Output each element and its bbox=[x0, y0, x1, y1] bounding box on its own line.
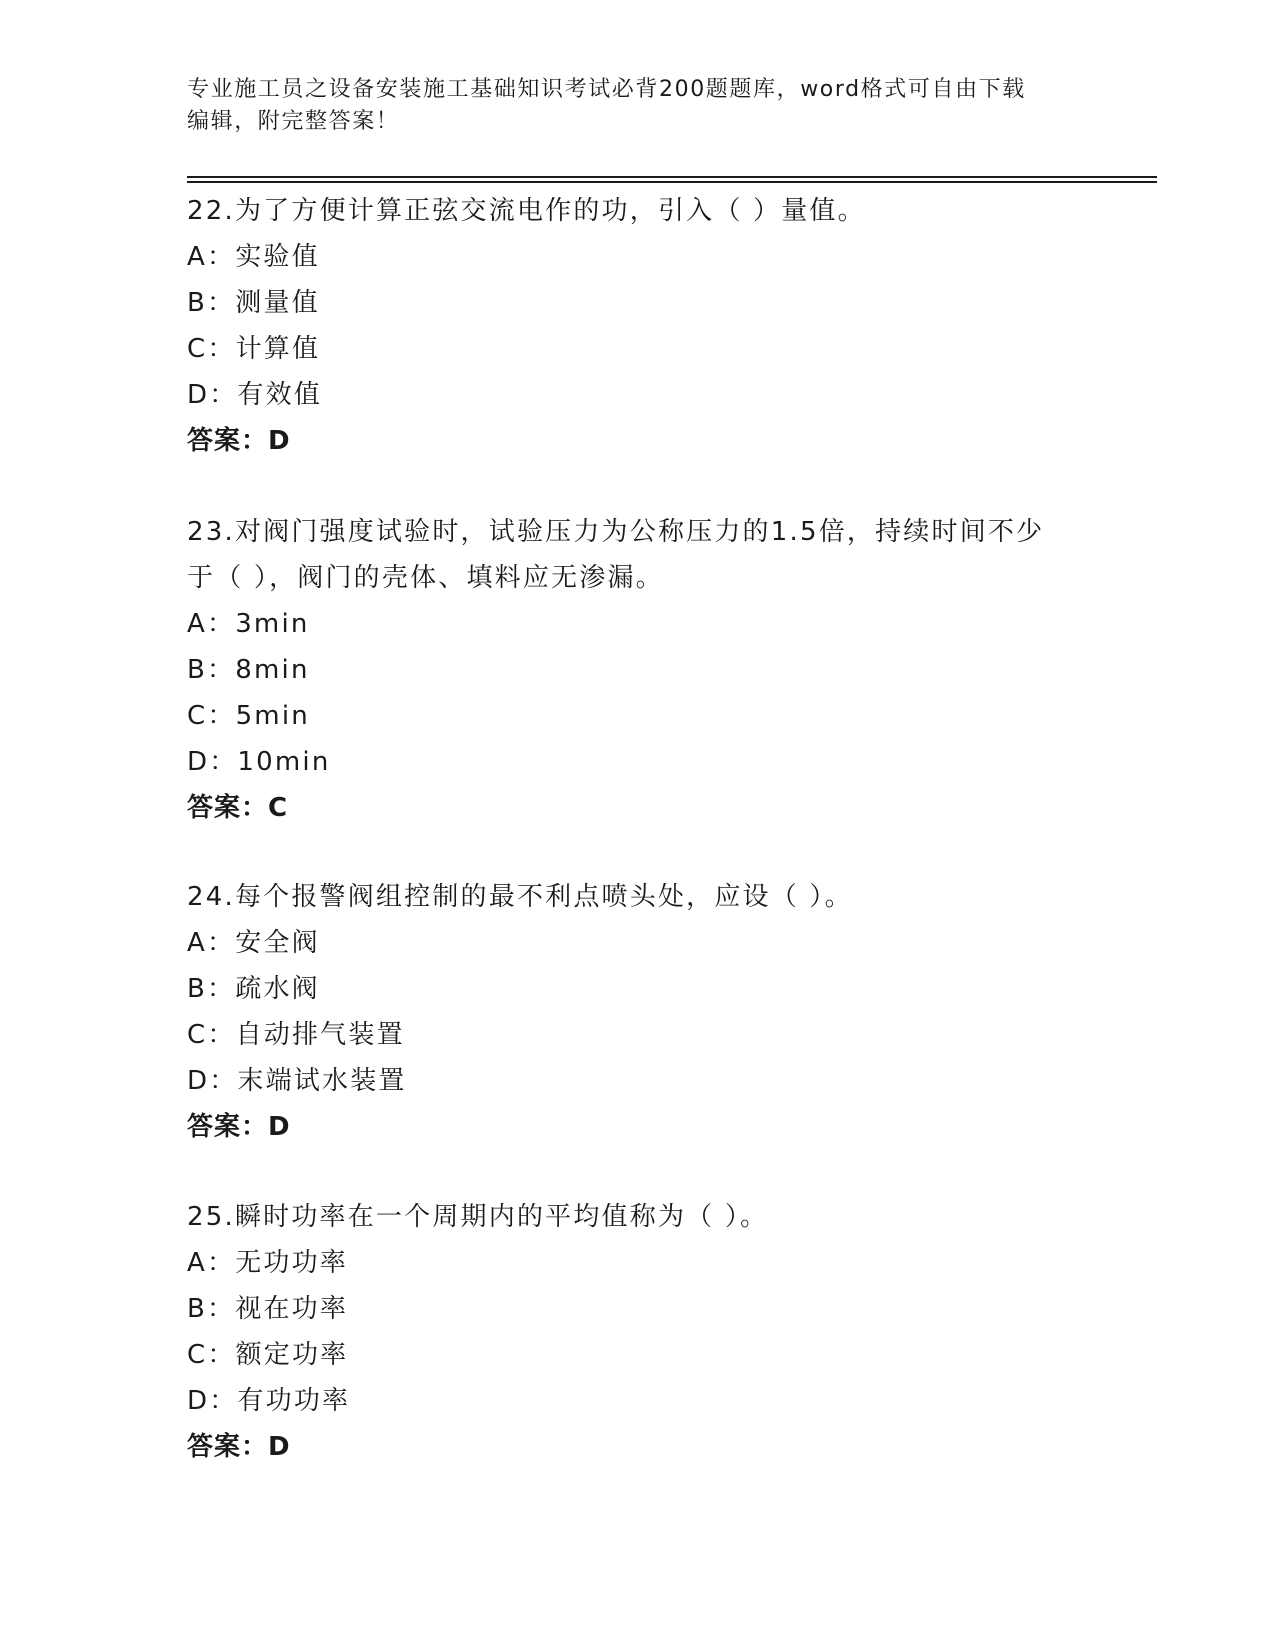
question-block bbox=[187, 509, 1087, 831]
option-a bbox=[187, 234, 1087, 280]
option-d bbox=[187, 1058, 1087, 1104]
option-c bbox=[187, 1332, 1087, 1378]
option-key: C： bbox=[187, 1340, 236, 1370]
option-key: D： bbox=[187, 1066, 238, 1096]
option-text: 疏水阀 bbox=[235, 974, 320, 1004]
option-text: 有功功率 bbox=[237, 1386, 351, 1416]
question-stem bbox=[187, 1194, 1087, 1240]
option-c bbox=[187, 693, 1087, 739]
option-b bbox=[187, 1286, 1087, 1332]
header-divider-top bbox=[187, 176, 1157, 178]
option-key: D： bbox=[187, 1386, 238, 1416]
answer-label: 答案： bbox=[187, 1432, 269, 1462]
question-text-line: 对阀门强度试验时，试验压力为公称压力的1.5倍，持续时间不少 bbox=[234, 517, 1045, 547]
option-key: C： bbox=[187, 334, 236, 364]
question-stem-continued bbox=[187, 555, 1087, 601]
option-text: 视在功率 bbox=[235, 1294, 349, 1324]
option-text: 计算值 bbox=[235, 334, 321, 364]
option-text: 无功功率 bbox=[235, 1248, 348, 1278]
option-text: 末端试水装置 bbox=[237, 1066, 407, 1096]
option-key: D： bbox=[187, 747, 238, 777]
option-text: 实验值 bbox=[235, 242, 320, 272]
option-text: 额定功率 bbox=[235, 1340, 349, 1370]
option-key: A： bbox=[187, 1248, 236, 1278]
option-text: 8min bbox=[235, 655, 310, 685]
option-text: 5min bbox=[235, 701, 310, 731]
option-text: 测量值 bbox=[235, 288, 320, 318]
question-number: 22. bbox=[187, 196, 235, 226]
option-key: A： bbox=[187, 928, 236, 958]
question-block bbox=[187, 188, 1087, 464]
option-a bbox=[187, 601, 1087, 647]
option-d bbox=[187, 1378, 1087, 1424]
question-text-line: 每个报警阀组控制的最不利点喷头处，应设（ ）。 bbox=[234, 882, 853, 912]
question-block bbox=[187, 1194, 1087, 1470]
option-key: B： bbox=[187, 655, 236, 685]
answer-line bbox=[187, 418, 1087, 464]
question-text-line: 于（ ），阀门的壳体、填料应无渗漏。 bbox=[187, 563, 664, 593]
answer-value: D bbox=[268, 1432, 291, 1462]
question-text-line: 瞬时功率在一个周期内的平均值称为（ ）。 bbox=[234, 1202, 769, 1232]
answer-value: D bbox=[268, 426, 291, 456]
option-b bbox=[187, 647, 1087, 693]
question-number: 23. bbox=[187, 517, 235, 547]
option-c bbox=[187, 1012, 1087, 1058]
question-block bbox=[187, 874, 1087, 1150]
option-key: C： bbox=[187, 701, 236, 731]
option-text: 自动排气装置 bbox=[235, 1020, 405, 1050]
question-stem bbox=[187, 874, 1087, 920]
option-text: 3min bbox=[235, 609, 310, 639]
option-key: A： bbox=[187, 609, 236, 639]
document-header bbox=[187, 74, 1087, 138]
option-d bbox=[187, 372, 1087, 418]
answer-value: D bbox=[268, 1112, 291, 1142]
option-key: B： bbox=[187, 288, 236, 318]
question-number: 25. bbox=[187, 1202, 235, 1232]
option-b bbox=[187, 280, 1087, 326]
option-text: 安全阀 bbox=[235, 928, 320, 958]
question-stem bbox=[187, 188, 1087, 234]
question-number: 24. bbox=[187, 882, 235, 912]
option-key: B： bbox=[187, 974, 236, 1004]
answer-line bbox=[187, 1424, 1087, 1470]
option-key: B： bbox=[187, 1294, 236, 1324]
question-stem bbox=[187, 509, 1087, 555]
option-a bbox=[187, 920, 1087, 966]
option-key: C： bbox=[187, 1020, 236, 1050]
answer-label: 答案： bbox=[187, 793, 269, 823]
header-divider-bottom bbox=[187, 181, 1157, 183]
answer-label: 答案： bbox=[187, 426, 269, 456]
header-title-line-1: 专业施工员之设备安装施工基础知识考试必背200题题库，word格式可自由下载 bbox=[187, 77, 1026, 102]
answer-line bbox=[187, 1104, 1087, 1150]
option-a bbox=[187, 1240, 1087, 1286]
question-text-line: 为了方便计算正弦交流电作的功，引入（ ）量值。 bbox=[234, 196, 866, 226]
option-text: 10min bbox=[237, 747, 331, 777]
header-title-line-2: 编辑，附完整答案！ bbox=[187, 109, 400, 134]
option-b bbox=[187, 966, 1087, 1012]
option-key: A： bbox=[187, 242, 236, 272]
option-c bbox=[187, 326, 1087, 372]
answer-value: C bbox=[268, 793, 289, 823]
answer-label: 答案： bbox=[187, 1112, 269, 1142]
option-text: 有效值 bbox=[237, 380, 323, 410]
option-d bbox=[187, 739, 1087, 785]
option-key: D： bbox=[187, 380, 238, 410]
answer-line bbox=[187, 785, 1087, 831]
